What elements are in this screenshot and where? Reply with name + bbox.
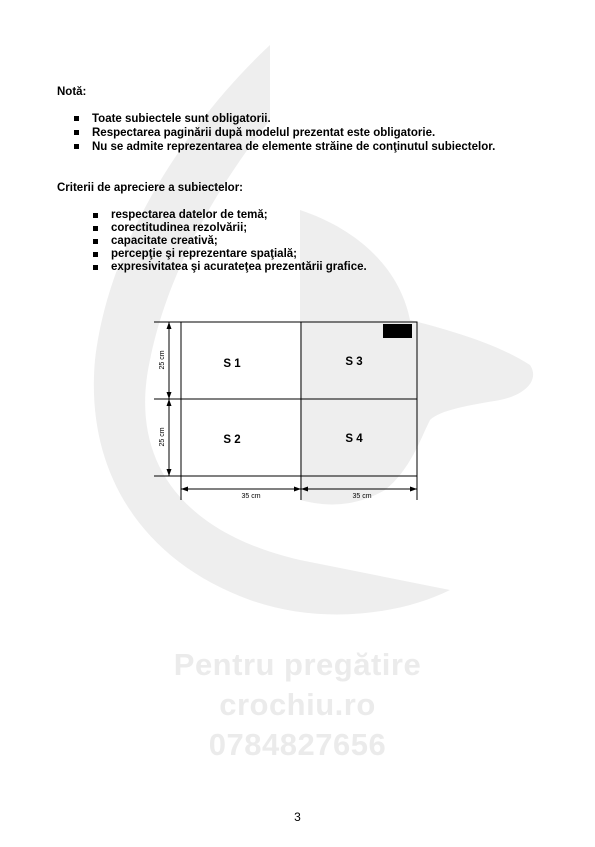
list-item (92, 140, 495, 154)
bullet-icon (93, 265, 98, 270)
cell-label-s4: S 4 (345, 433, 363, 445)
dimension-label-horizontal: 35 cm (241, 493, 261, 500)
list-item (111, 235, 367, 248)
criterii-list (111, 209, 367, 274)
dimension-label-vertical: 25 cm (159, 427, 166, 447)
dimension-label-vertical: 25 cm (159, 350, 166, 370)
list-item (111, 261, 367, 274)
list-item (111, 248, 367, 261)
list-item-text: expresivitatea şi acurateţea prezentării grafice. (111, 261, 367, 273)
criterii-heading: Criterii de apreciere a subiectelor: (57, 182, 243, 194)
list-item-text: capacitate creativă; (111, 235, 218, 247)
nota-list (92, 112, 495, 154)
list-item (111, 209, 367, 222)
bullet-icon (93, 213, 98, 218)
bullet-icon (74, 130, 79, 135)
bullet-icon (74, 144, 79, 149)
watermark-line: crochiu.ro (219, 687, 376, 722)
list-item-text: Toate subiectele sunt obligatorii. (92, 113, 271, 125)
list-item-text: Respectarea paginării după modelul prezentat este obligatorie. (92, 127, 436, 139)
cell-label-s1: S 1 (223, 358, 241, 370)
list-item-text: Nu se admite reprezentarea de elemente străine de conţinutul subiectelor. (92, 141, 496, 153)
watermark-line: 0784827656 (208, 727, 387, 762)
list-item-text: corectitudinea rezolvării; (111, 222, 248, 234)
watermark-line: Pentru pregătire (173, 647, 422, 682)
bullet-icon (74, 116, 79, 121)
cell-label-s3: S 3 (345, 356, 363, 368)
bullet-icon (93, 226, 98, 231)
list-item-text: percepţie şi reprezentare spaţială; (111, 248, 297, 260)
bullet-icon (93, 252, 98, 257)
bullet-icon (93, 239, 98, 244)
nota-heading: Notă: (57, 86, 87, 98)
page-layout-diagram (150, 318, 430, 508)
dimension-label-horizontal: 35 cm (352, 493, 372, 500)
list-item-text: respectarea datelor de temă; (111, 209, 268, 221)
page-number: 3 (294, 810, 301, 824)
list-item (92, 112, 495, 126)
list-item (92, 126, 495, 140)
list-item (111, 222, 367, 235)
cell-label-s2: S 2 (223, 434, 241, 446)
corner-mark-icon (383, 324, 412, 338)
